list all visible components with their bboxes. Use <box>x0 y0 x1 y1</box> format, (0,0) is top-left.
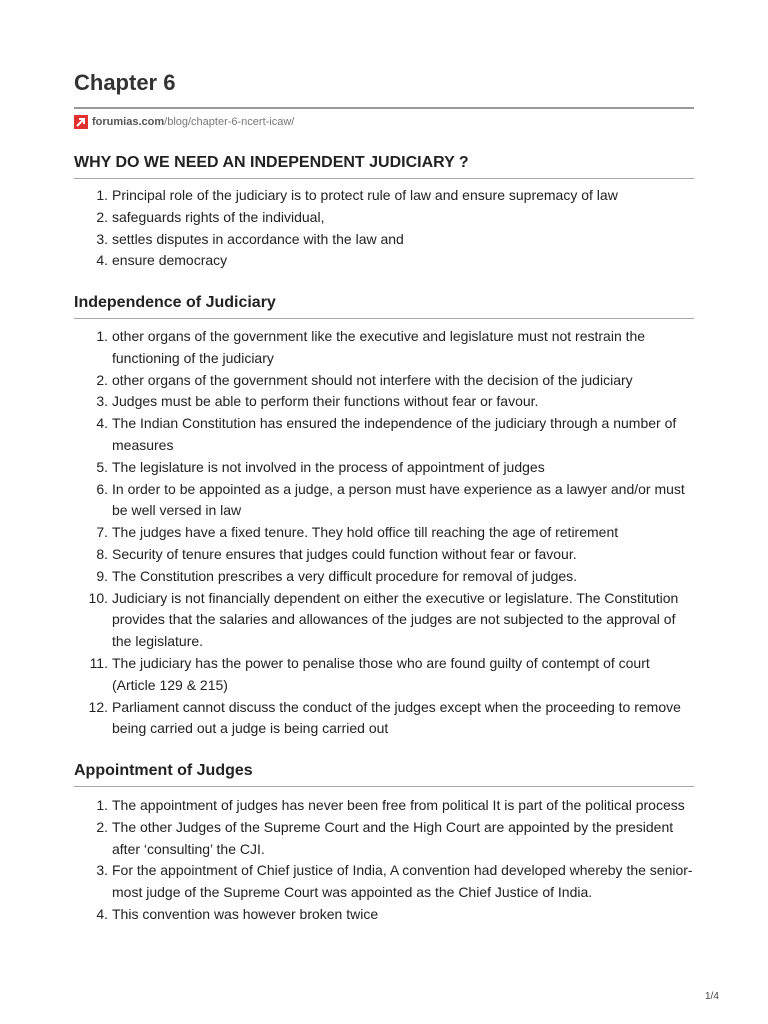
list-item: 1. other organs of the government like the executive and legislature must not restrain the functioning of the judiciary <box>96 328 646 366</box>
list-item: 10. Judiciary is not financially dependent on either the executive or legislature. The Constitution provides that the salaries and allowances of the judges are not subjected to the approval of the legislature. <box>88 589 679 650</box>
source-path[interactable]: /blog/chapter-6-ncert-icaw/ <box>164 116 295 128</box>
section-heading: Appointment of Judges <box>74 760 694 787</box>
section-why-independent-judiciary <box>74 152 694 272</box>
page-title: Chapter 6 <box>74 70 176 95</box>
list-item: 2. other organs of the government should not interfere with the decision of the judiciary <box>96 371 633 388</box>
numbered-list <box>74 795 694 926</box>
list-item: 1. Principal role of the judiciary is to protect rule of law and ensure supremacy of law <box>96 187 618 203</box>
list-item: 6. In order to be appointed as a judge, a person must have experience as a lawyer and/or must be well versed in law <box>96 480 685 519</box>
list-item: 3. Judges must be able to perform their functions without fear or favour. <box>96 393 539 410</box>
forumias-logo-icon <box>74 115 88 129</box>
section-heading: Independence of Judiciary <box>74 292 694 319</box>
list-item: 9. The Constitution prescribes a very difficult procedure for removal of judges. <box>96 567 578 584</box>
page-number: 1/4 <box>705 991 719 1002</box>
numbered-list <box>74 326 694 740</box>
list-item: 2. The other Judges of the Supreme Court and the High Court are appointed by the president after ‘consulting’ the CJI. <box>96 818 674 857</box>
list-item: 1. The appointment of judges has never been free from political It is part of the political process <box>96 797 685 813</box>
list-item: 12. Parliament cannot discuss the conduct of the judges except when the proceeding to remove being carried out a judge is being carried out <box>88 698 681 737</box>
source-domain[interactable]: forumias.com <box>92 116 165 128</box>
list-item: 4. This convention was however broken twice <box>96 905 379 922</box>
list-item: 4. The Indian Constitution has ensured the independence of the judiciary through a number of measures <box>96 415 677 453</box>
list-item: 7. The judges have a fixed tenure. They hold office till reaching the age of retirement <box>96 524 619 541</box>
list-item: 2. safeguards rights of the individual, <box>96 208 325 225</box>
numbered-list <box>74 185 694 272</box>
list-item: 3. For the appointment of Chief justice of India, A convention had developed whereby the senior-most judge of the Supreme Court was appointed as the Chief Justice of India. <box>96 862 693 901</box>
list-item: 5. The legislature is not involved in the process of appointment of judges <box>96 458 545 475</box>
section-heading: WHY DO WE NEED AN INDEPENDENT JUDICIARY ? <box>74 152 694 179</box>
list-item: 4. ensure democracy <box>96 252 228 269</box>
list-item: 11. The judiciary has the power to penalise those who are found guilty of contempt of court (Article 129 & 215) <box>89 654 650 693</box>
list-item: 8. Security of tenure ensures that judges could function without fear or favour. <box>96 545 577 562</box>
section-appointment-of-judges <box>74 760 694 926</box>
list-item: 3. settles disputes in accordance with the law and <box>96 230 404 247</box>
title-divider <box>74 107 694 109</box>
source-link[interactable] <box>74 114 294 130</box>
section-independence-of-judiciary <box>74 292 694 740</box>
